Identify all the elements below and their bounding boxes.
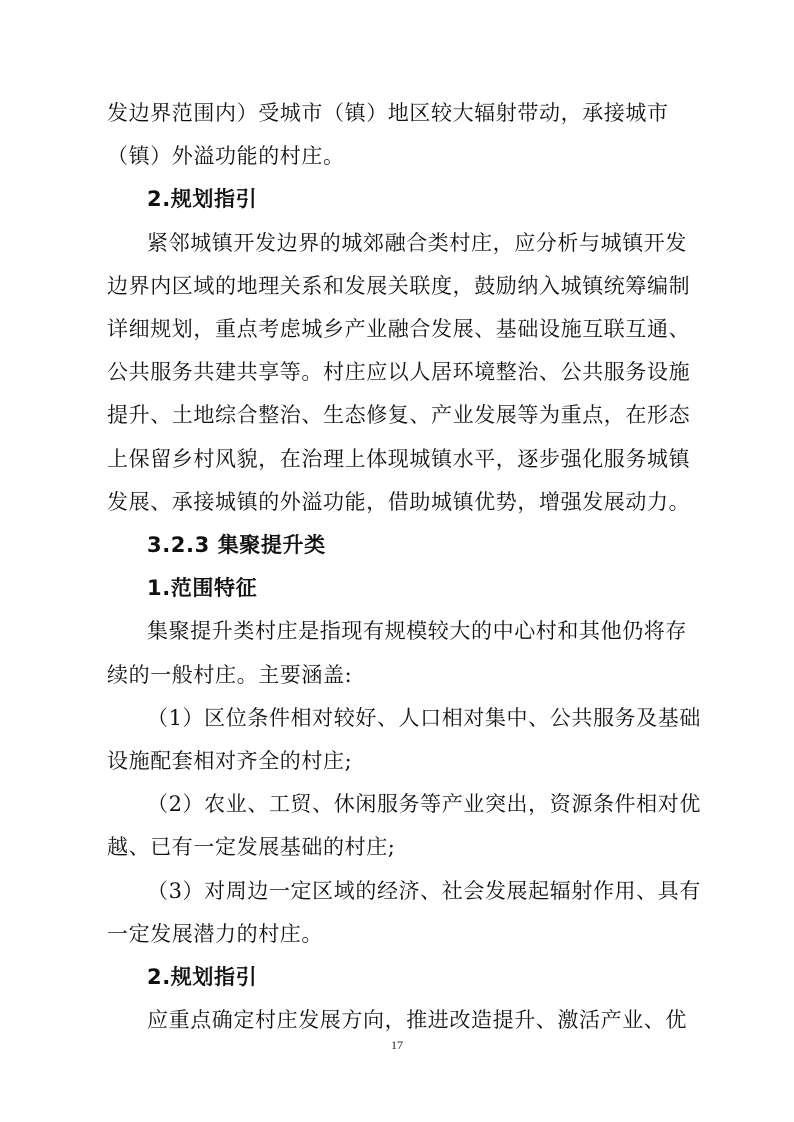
body-text-line: 详细规划，重点考虑城乡产业融合发展、基础设施互联互通、: [107, 317, 691, 341]
section-heading: 2.规划指引: [147, 187, 258, 211]
body-text-line: 发展、承接城镇的外溢功能，借助城镇优势，增强发展动力。: [107, 490, 691, 514]
body-text-line: 紧邻城镇开发边界的城郊融合类村庄，应分析与城镇开发: [147, 231, 687, 255]
list-item-line: 设施配套相对齐全的村庄;: [107, 749, 353, 773]
list-item-line: 越、已有一定发展基础的村庄;: [107, 835, 396, 859]
section-heading: 2.规划指引: [147, 965, 258, 989]
list-item-line: 一定发展潜力的村庄。: [107, 922, 323, 946]
page-number: 17: [391, 1038, 403, 1052]
list-item-line: （2）农业、工贸、休闲服务等产业突出，资源条件相对优: [147, 792, 701, 816]
body-text-line: 边界内区域的地理关系和发展关联度，鼓励纳入城镇统筹编制: [107, 274, 691, 298]
body-text-line: （镇）外溢功能的村庄。: [107, 144, 345, 168]
list-item-line: （1）区位条件相对较好、人口相对集中、公共服务及基础: [147, 706, 701, 730]
body-text-line: 续的一般村庄。主要涵盖:: [107, 663, 353, 687]
list-item-line: （3）对周边一定区域的经济、社会发展起辐射作用、具有: [147, 879, 701, 903]
body-text-line: 上保留乡村风貌，在治理上体现城镇水平，逐步强化服务城镇: [107, 447, 691, 471]
body-text-line: 提升、土地综合整治、生态修复、产业发展等为重点，在形态: [107, 403, 691, 427]
section-heading: 1.范围特征: [147, 576, 258, 600]
body-text-line: 发边界范围内）受城市（镇）地区较大辐射带动，承接城市: [107, 101, 669, 125]
body-text-line: 应重点确定村庄发展方向，推进改造提升、激活产业、优: [147, 1008, 687, 1032]
body-text-line: 集聚提升类村庄是指现有规模较大的中心村和其他仍将存: [147, 619, 687, 643]
body-text-line: 公共服务共建共享等。村庄应以人居环境整治、公共服务设施: [107, 360, 691, 384]
section-heading: 3.2.3 集聚提升类: [147, 533, 326, 557]
